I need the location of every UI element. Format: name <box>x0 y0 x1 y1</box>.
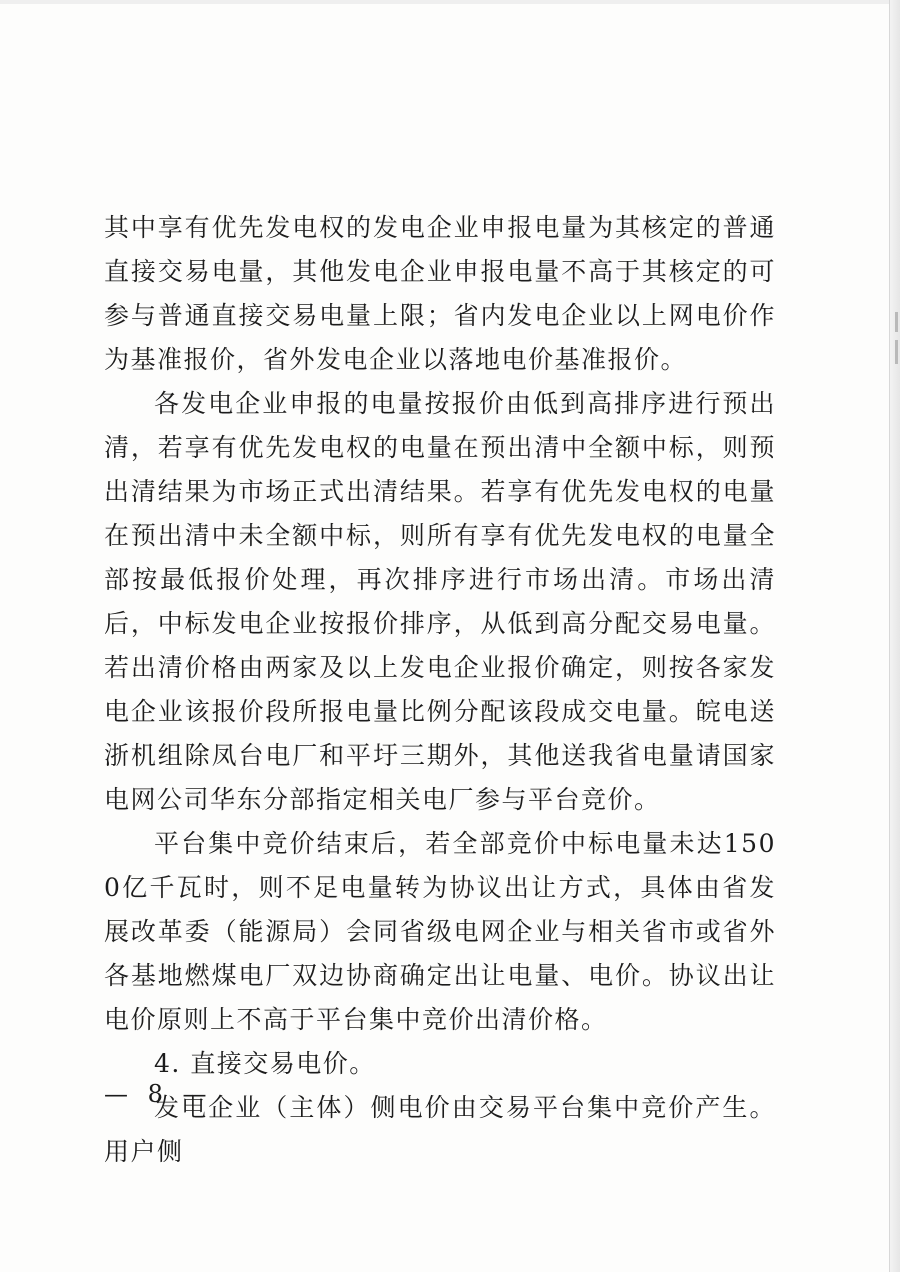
section-heading-direct-trade-price: 4. 直接交易电价。 <box>154 1049 376 1078</box>
document-body <box>104 206 776 1174</box>
binding-mark <box>895 340 898 364</box>
paragraph-3: 平台集中竞价结束后，若全部竞价中标电量未达1500亿千瓦时，则不足电量转为协议出让方式，具体由省发展改革委（能源局）会同省级电网企业与相关省市或省外各基地燃煤电厂双边协商确定出让电量、电价。协议出让电价原则上不高于平台集中竞价出清价格。 <box>104 829 776 1034</box>
binding-mark <box>895 312 898 332</box>
paragraph-1: 其中享有优先发电权的发电企业申报电量为其核定的普通直接交易电量，其他发电企业申报电量不高于其核定的可参与普通直接交易电量上限；省内发电企业以上网电价作为基准报价，省外发电企业以落地电价基准报价。 <box>104 213 776 374</box>
page-top-edge <box>0 0 900 4</box>
paragraph-2: 各发电企业申报的电量按报价由低到高排序进行预出清，若享有优先发电权的电量在预出清中全额中标，则预出清结果为市场正式出清结果。若享有优先发电权的电量在预出清中未全额中标，则所有享有优先发电权的电量全部按最低报价处理，再次排序进行市场出清。市场出清后，中标发电企业按报价排序，从低到高分配交易电量。若出清价格由两家及以上发电企业报价确定，则按各家发电企业该报价段所报电量比例分配该段成交电量。皖电送浙机组除凤台电厂和平圩三期外，其他送我省电量请国家电网公司华东分部指定相关电厂参与平台竞价。 <box>104 389 776 814</box>
paragraph-5: 发电企业（主体）侧电价由交易平台集中竞价产生。用户侧 <box>104 1093 776 1166</box>
page-number: — 8 — <box>104 1080 213 1108</box>
page-right-edge <box>889 0 900 1272</box>
